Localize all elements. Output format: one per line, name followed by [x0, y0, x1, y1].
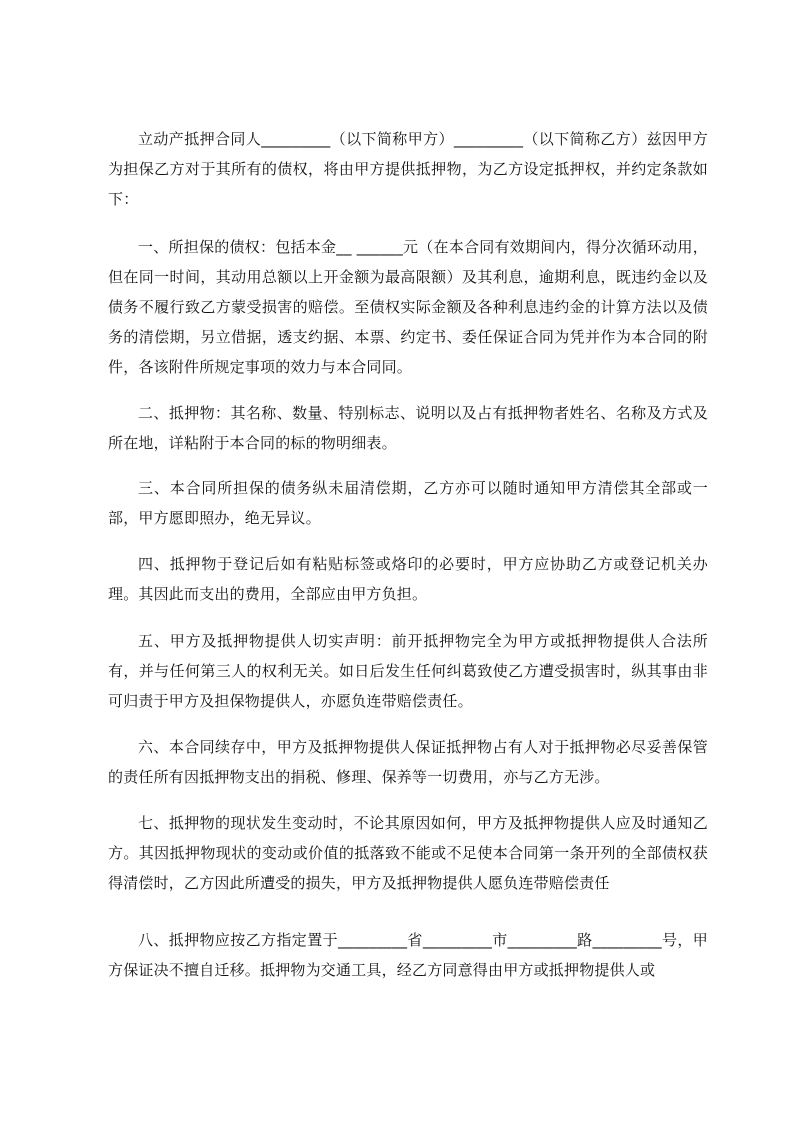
clause-2-collateral: 二、抵押物：其名称、数量、特别标志、说明以及占有抵押物者姓名、名称及方式及所在地，详粘附于本合同的标的物明细表。	[108, 404, 708, 452]
clause-7-status-change: 七、抵押物的现状发生变动时，不论其原因如何，甲方及抵押物提供人应及时通知乙方。其因抵押物现状的变动或价值的抵落致不能或不足使本合同第一条开列的全部债权获得清偿时，乙方因此所遭受的损失，甲方及抵押物提供人愿负连带赔偿责任	[108, 814, 708, 892]
clause-6-custody: 六、本合同续存中，甲方及抵押物提供人保证抵押物占有人对于抵押物必尽妥善保管的责任所有因抵押物支出的捐税、修理、保养等一切费用，亦与乙方无涉。	[108, 738, 708, 786]
clause-5-declaration: 五、甲方及抵押物提供人切实声明：前开抵押物完全为甲方或抵押物提供人合法所有，并与任何第三人的权利无关。如日后发生任何纠葛致使乙方遭受损害时，纵其事由非可归责于甲方及担保物提供人，亦愿负连带赔偿责任。	[108, 632, 708, 710]
clause-1-secured-claim: 一、所担保的债权：包括本金__ ______元（在本合同有效期间内，得分次循环动用，但在同一时间，其动用总额以上开金额为最高限额）及其利息，逾期利息，既违约金以及债务不履行致乙方蒙受损害的赔偿。至债权实际金额及各种利息违约金的计算方法以及债务的清偿期，另立借据，透支约据、本票、约定书、委任保证合同为凭并作为本合同的附件，各该附件所规定事项的效力与本合同同。	[108, 238, 708, 376]
clause-8-location: 八、抵押物应按乙方指定置于_________省_________市_________路_________号，甲方保证决不擅自迁移。抵押物为交通工具，经乙方同意得由甲方或抵押物提供人或	[108, 931, 708, 979]
contract-intro-paragraph: 立动产抵押合同人_________（以下简称甲方）_________（以下简称乙方）兹因甲方为担保乙方对于其所有的债权，将由甲方提供抵押物，为乙方设定抵押权，并约定条款如下：	[108, 130, 708, 208]
clause-4-labeling: 四、抵押物于登记后如有粘贴标签或烙印的必要时，甲方应协助乙方或登记机关办理。其因此而支出的费用，全部应由甲方负担。	[108, 555, 708, 603]
clause-3-early-repayment: 三、本合同所担保的债务纵未届清偿期，乙方亦可以随时通知甲方清偿其全部或一部，甲方愿即照办，绝无异议。	[108, 479, 708, 527]
